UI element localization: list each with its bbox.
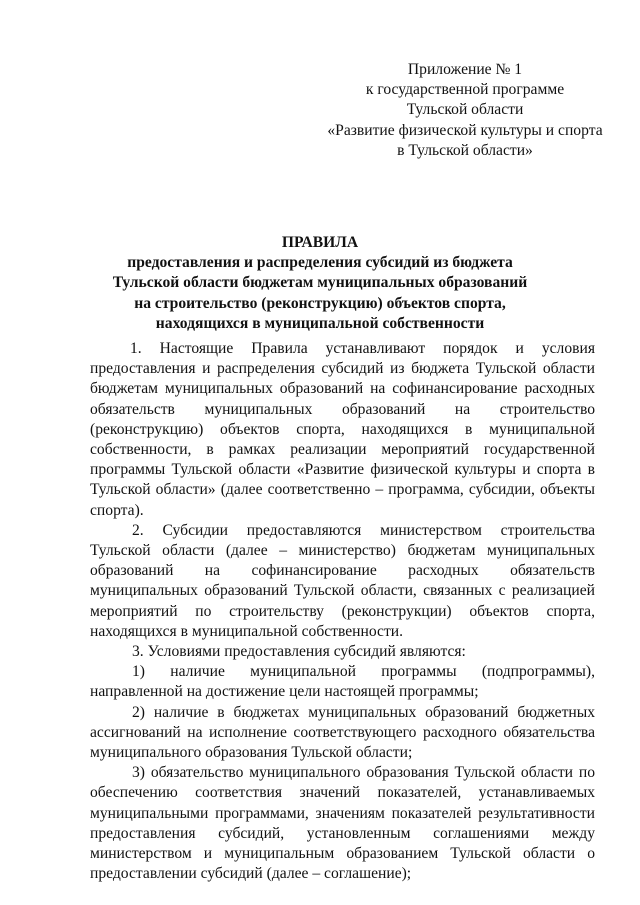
paragraph-2: 2. Субсидии предоставляются министерством строительства Тульской области (далее – министерство) бюджетам муниципальных образований на софинансирование расходных обязательств муниципальных образований Тульской области, связанных с реализацией мероприятий по строительству (реконструкции) объектов спорта, находящихся в муниципальной собственности. (90, 521, 595, 640)
title-line: на строительство (реконструкцию) объектов спорта, (134, 294, 506, 312)
appendix-header (310, 60, 620, 161)
appendix-line: в Тульской области» (397, 141, 533, 159)
paragraph-1: 1. Настоящие Правила устанавливают порядок и условия предоставления и распределения субсидий из бюджета Тульской области бюджетам муниципальных образований на софинансирование расходных обязательств муниципальных образований на строительство (реконструкцию) объектов спорта, находящихся в муниципальной собственности, в рамках реализации мероприятий государственной программы Тульской области «Развитие физической культуры и спорта в Тульской области» (далее соответственно – программа, субсидии, объекты спорта). (90, 340, 595, 519)
title-line: предоставления и распределения субсидий из бюджета (127, 254, 513, 272)
title-heading: ПРАВИЛА (281, 234, 359, 251)
appendix-line: к государственной программе (365, 81, 565, 99)
paragraph-3-item-2: 2) наличие в бюджетах муниципальных образований бюджетных ассигнований на исполнение соответствующего расходного обязательства муниципального образования Тульской области; (90, 703, 595, 762)
appendix-line: «Развитие физической культуры и спорта (327, 121, 603, 139)
document-body (90, 339, 595, 884)
paragraph-3: 3. Условиями предоставления субсидий являются: (132, 643, 466, 661)
appendix-line: Тульской области (406, 101, 524, 119)
title-line: Тульской области бюджетам муниципальных образований (112, 274, 528, 292)
paragraph-3-item-3: 3) обязательство муниципального образования Тульской области по обеспечению соответствия значений показателей, устанавливаемых муниципальными программами, значениям показателей результативности предоставления субсидий, установленным соглашениями между министерством и муниципальным образованием Тульской области о предоставлении субсидий (далее – соглашение); (90, 764, 595, 883)
paragraph-3-item-1: 1) наличие муниципальной программы (подпрограммы), направленной на достижение цели настоящей программы; (90, 663, 595, 701)
document-title (60, 233, 580, 334)
appendix-line: Приложение № 1 (407, 61, 523, 78)
title-line: находящихся в муниципальной собственности (155, 314, 485, 332)
